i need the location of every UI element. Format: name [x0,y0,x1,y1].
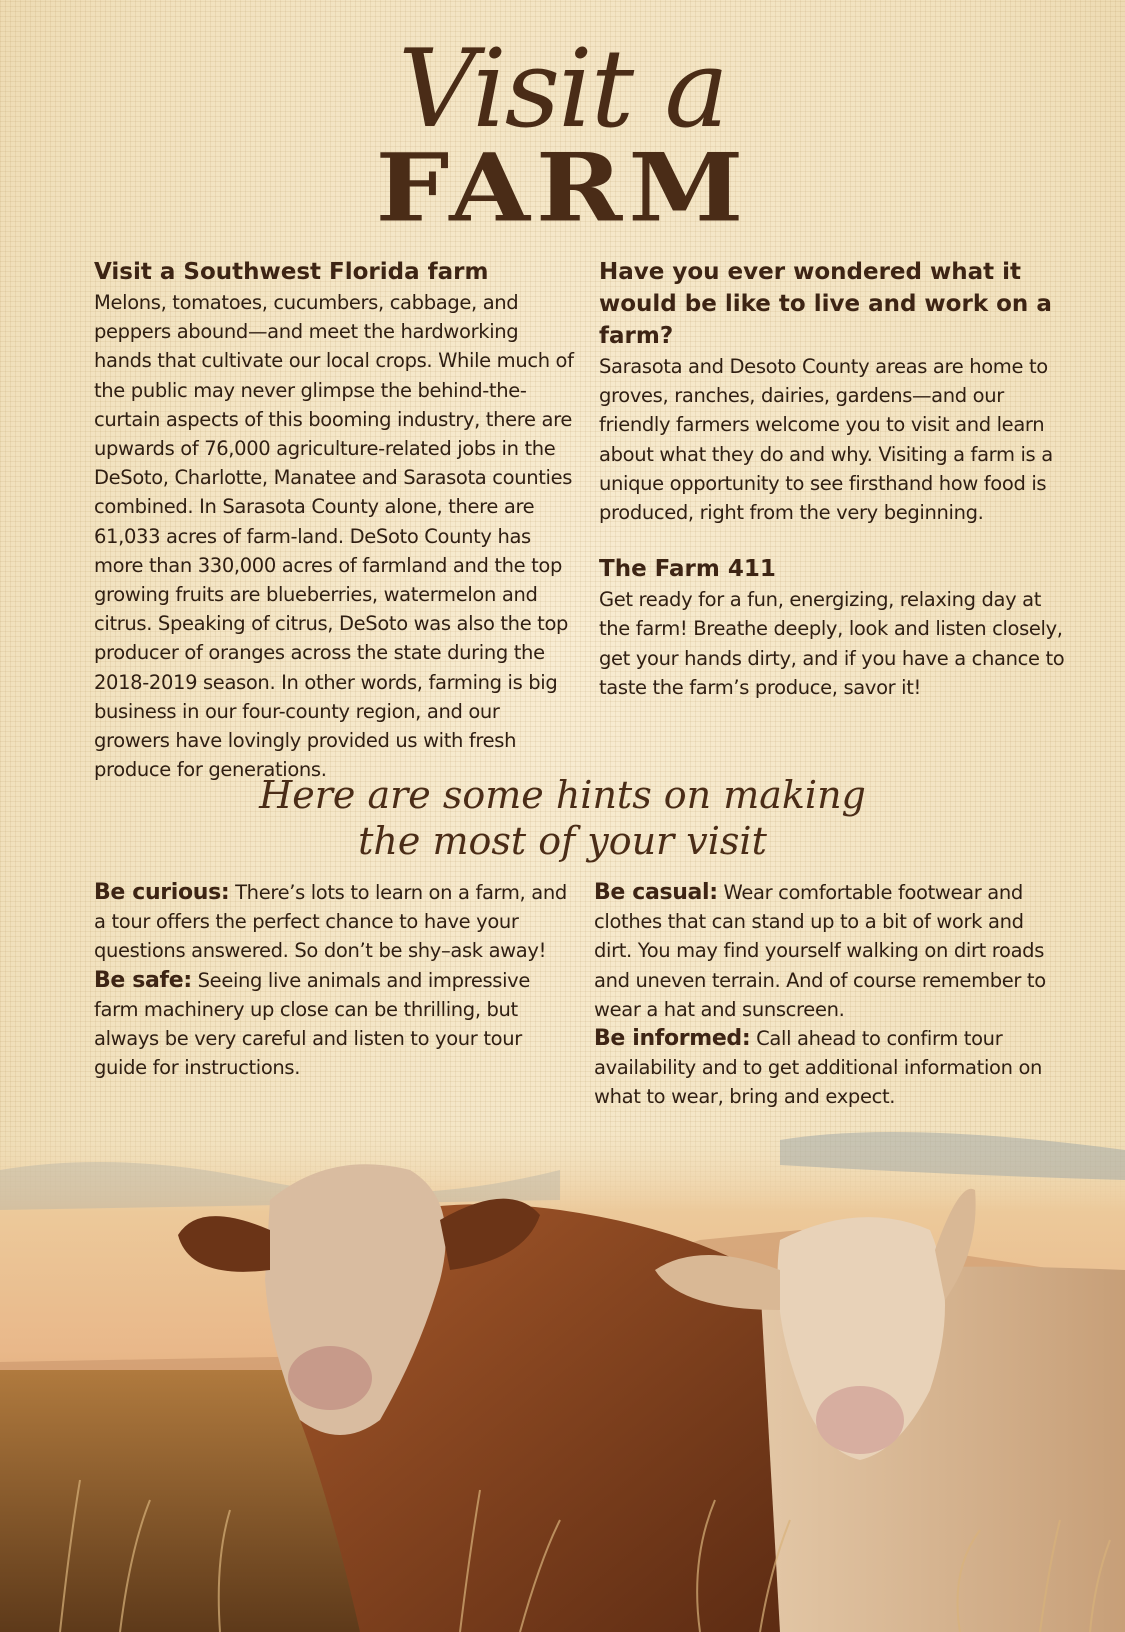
hints-heading [0,772,1125,864]
tip-label: Be safe: [94,967,192,993]
left-heading: Visit a Southwest Florida farm [94,259,489,285]
tip-be-informed [594,1024,1064,1112]
right-heading-question: Have you ever wondered what it would be like to live and work on a farm? [599,259,1052,349]
hints-heading-line2: the most of your visit [358,819,767,863]
hints-heading-line1: Here are some hints on making [259,773,866,817]
right-body-farm-411: Get ready for a fun, energizing, relaxing day at the farm! Breathe deeply, look and listen closely, get your hands dirty, and if you have a chance to taste the farm’s produce, savor it! [599,588,1065,699]
cow-left-muzzle [288,1346,372,1410]
right-column [599,256,1069,702]
tips-right [594,878,1064,1112]
tip-text: There’s lots to learn on a farm, and a tour offers the perfect chance to have your questions answered. So don’t be shy–ask away! [94,881,567,963]
tip-label: Be curious: [94,880,230,905]
tip-be-casual [594,878,1064,1024]
tip-be-curious [94,878,576,966]
tip-text: Wear comfortable footwear and clothes that can stand up to a bit of work and dirt. You may find yourself walking on dirt roads and uneven terrain. And of course remember to wear a hat and sunscreen. [594,881,1046,1021]
cows-photo [0,1120,1125,1632]
right-heading-farm-411: The Farm 411 [599,556,776,583]
tip-text: Call ahead to confirm tour availability and to get additional information on what to wear, bring and expect. [594,1027,1043,1109]
tip-be-safe [94,966,576,1083]
tips-left [94,878,576,1082]
left-column [94,256,576,784]
right-body-intro: Sarasota and Desoto County areas are home to groves, ranches, dairies, gardens—and our friendly farmers welcome you to visit and learn about what they do and why. Visiting a farm is a unique opportunity to see firsthand how food is produced, right from the very beginning. [599,355,1053,525]
title-farm: FARM [375,132,750,243]
title-script: Visit a [398,27,727,152]
cows-illustration [0,1120,1125,1632]
tip-text: Seeing live animals and impressive farm machinery up close can be thrilling, but always be very careful and listen to your tour guide for instructions. [94,968,531,1080]
tip-label: Be informed: [594,1026,751,1052]
left-body: Melons, tomatoes, cucumbers, cabbage, and peppers abound—and meet the hardworking hands that cultivate our local crops. While much of the public may never glimpse the behind-the-curtain aspects of this booming industry, there are upwards of 76,000 agriculture-related jobs in the DeSoto, Charlotte, Manatee and Sarasota counties combined. In Sarasota County alone, there are 61,033 acres of farm-land. DeSoto County has more than 330,000 acres of farmland and the top growing fruits are blueberries, watermelon and citrus. Speaking of citrus, DeSoto was also the top producer of oranges across the state during the 2018-2019 season. In other words, farming is big business in our four-county region, and our growers have lovingly provided us with fresh produce for generations. [94,291,574,782]
cow-right-muzzle [816,1386,904,1454]
tip-label: Be casual: [594,880,718,905]
